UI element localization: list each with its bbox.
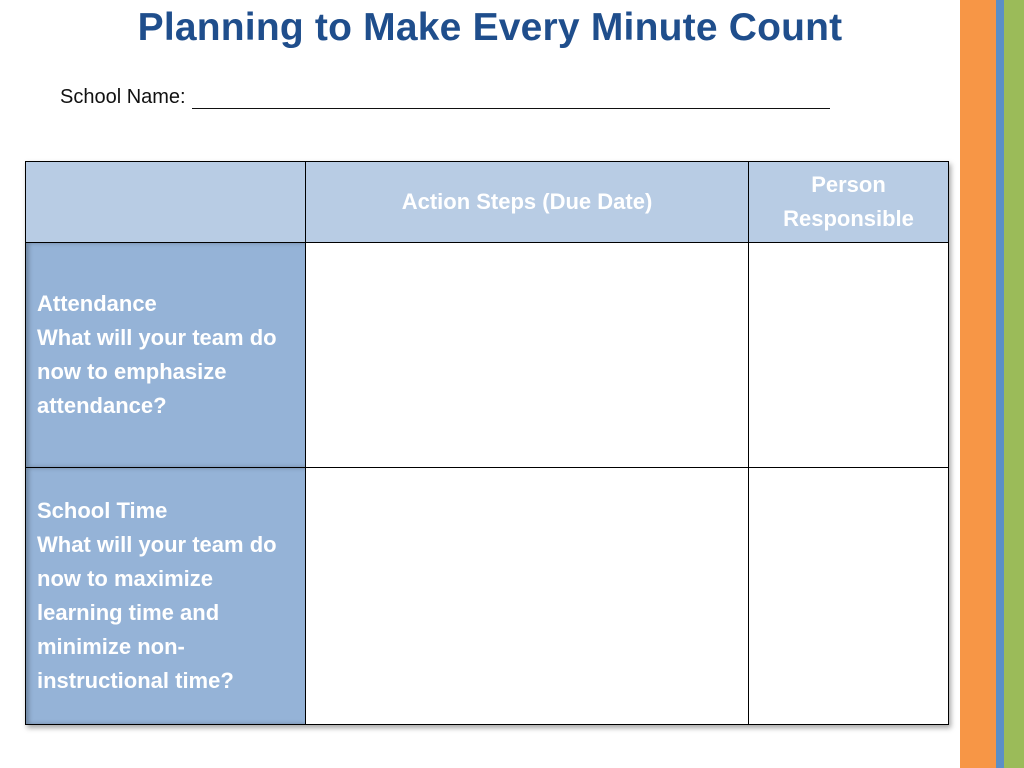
row-question: What will your team do now to emphasize attendance? xyxy=(37,325,277,418)
school-name-label: School Name: xyxy=(60,86,186,108)
decorative-stripe-blue xyxy=(996,0,1004,768)
header-action-steps: Action Steps (Due Date) xyxy=(306,162,749,243)
row-question: What will your team do now to maximize learning time and minimize non-instructional time? xyxy=(37,532,277,693)
decorative-stripe-green xyxy=(1004,0,1024,768)
table-row-school-time xyxy=(26,468,949,725)
action-steps-cell[interactable] xyxy=(306,468,749,725)
school-name-row xyxy=(60,86,830,109)
decorative-stripe-orange xyxy=(960,0,996,768)
school-name-blank-line[interactable] xyxy=(192,88,830,109)
row-header-attendance xyxy=(26,243,306,468)
person-responsible-cell[interactable] xyxy=(749,243,949,468)
header-person-responsible: Person Responsible xyxy=(749,162,949,243)
page-title: Planning to Make Every Minute Count xyxy=(137,6,843,49)
row-title: School Time xyxy=(37,498,168,523)
header-row xyxy=(26,162,949,243)
header-cell-empty xyxy=(26,162,306,243)
planning-table xyxy=(25,161,949,725)
person-responsible-cell[interactable] xyxy=(749,468,949,725)
table-row-attendance xyxy=(26,243,949,468)
row-title: Attendance xyxy=(37,291,157,316)
row-header-school-time xyxy=(26,468,306,725)
action-steps-cell[interactable] xyxy=(306,243,749,468)
